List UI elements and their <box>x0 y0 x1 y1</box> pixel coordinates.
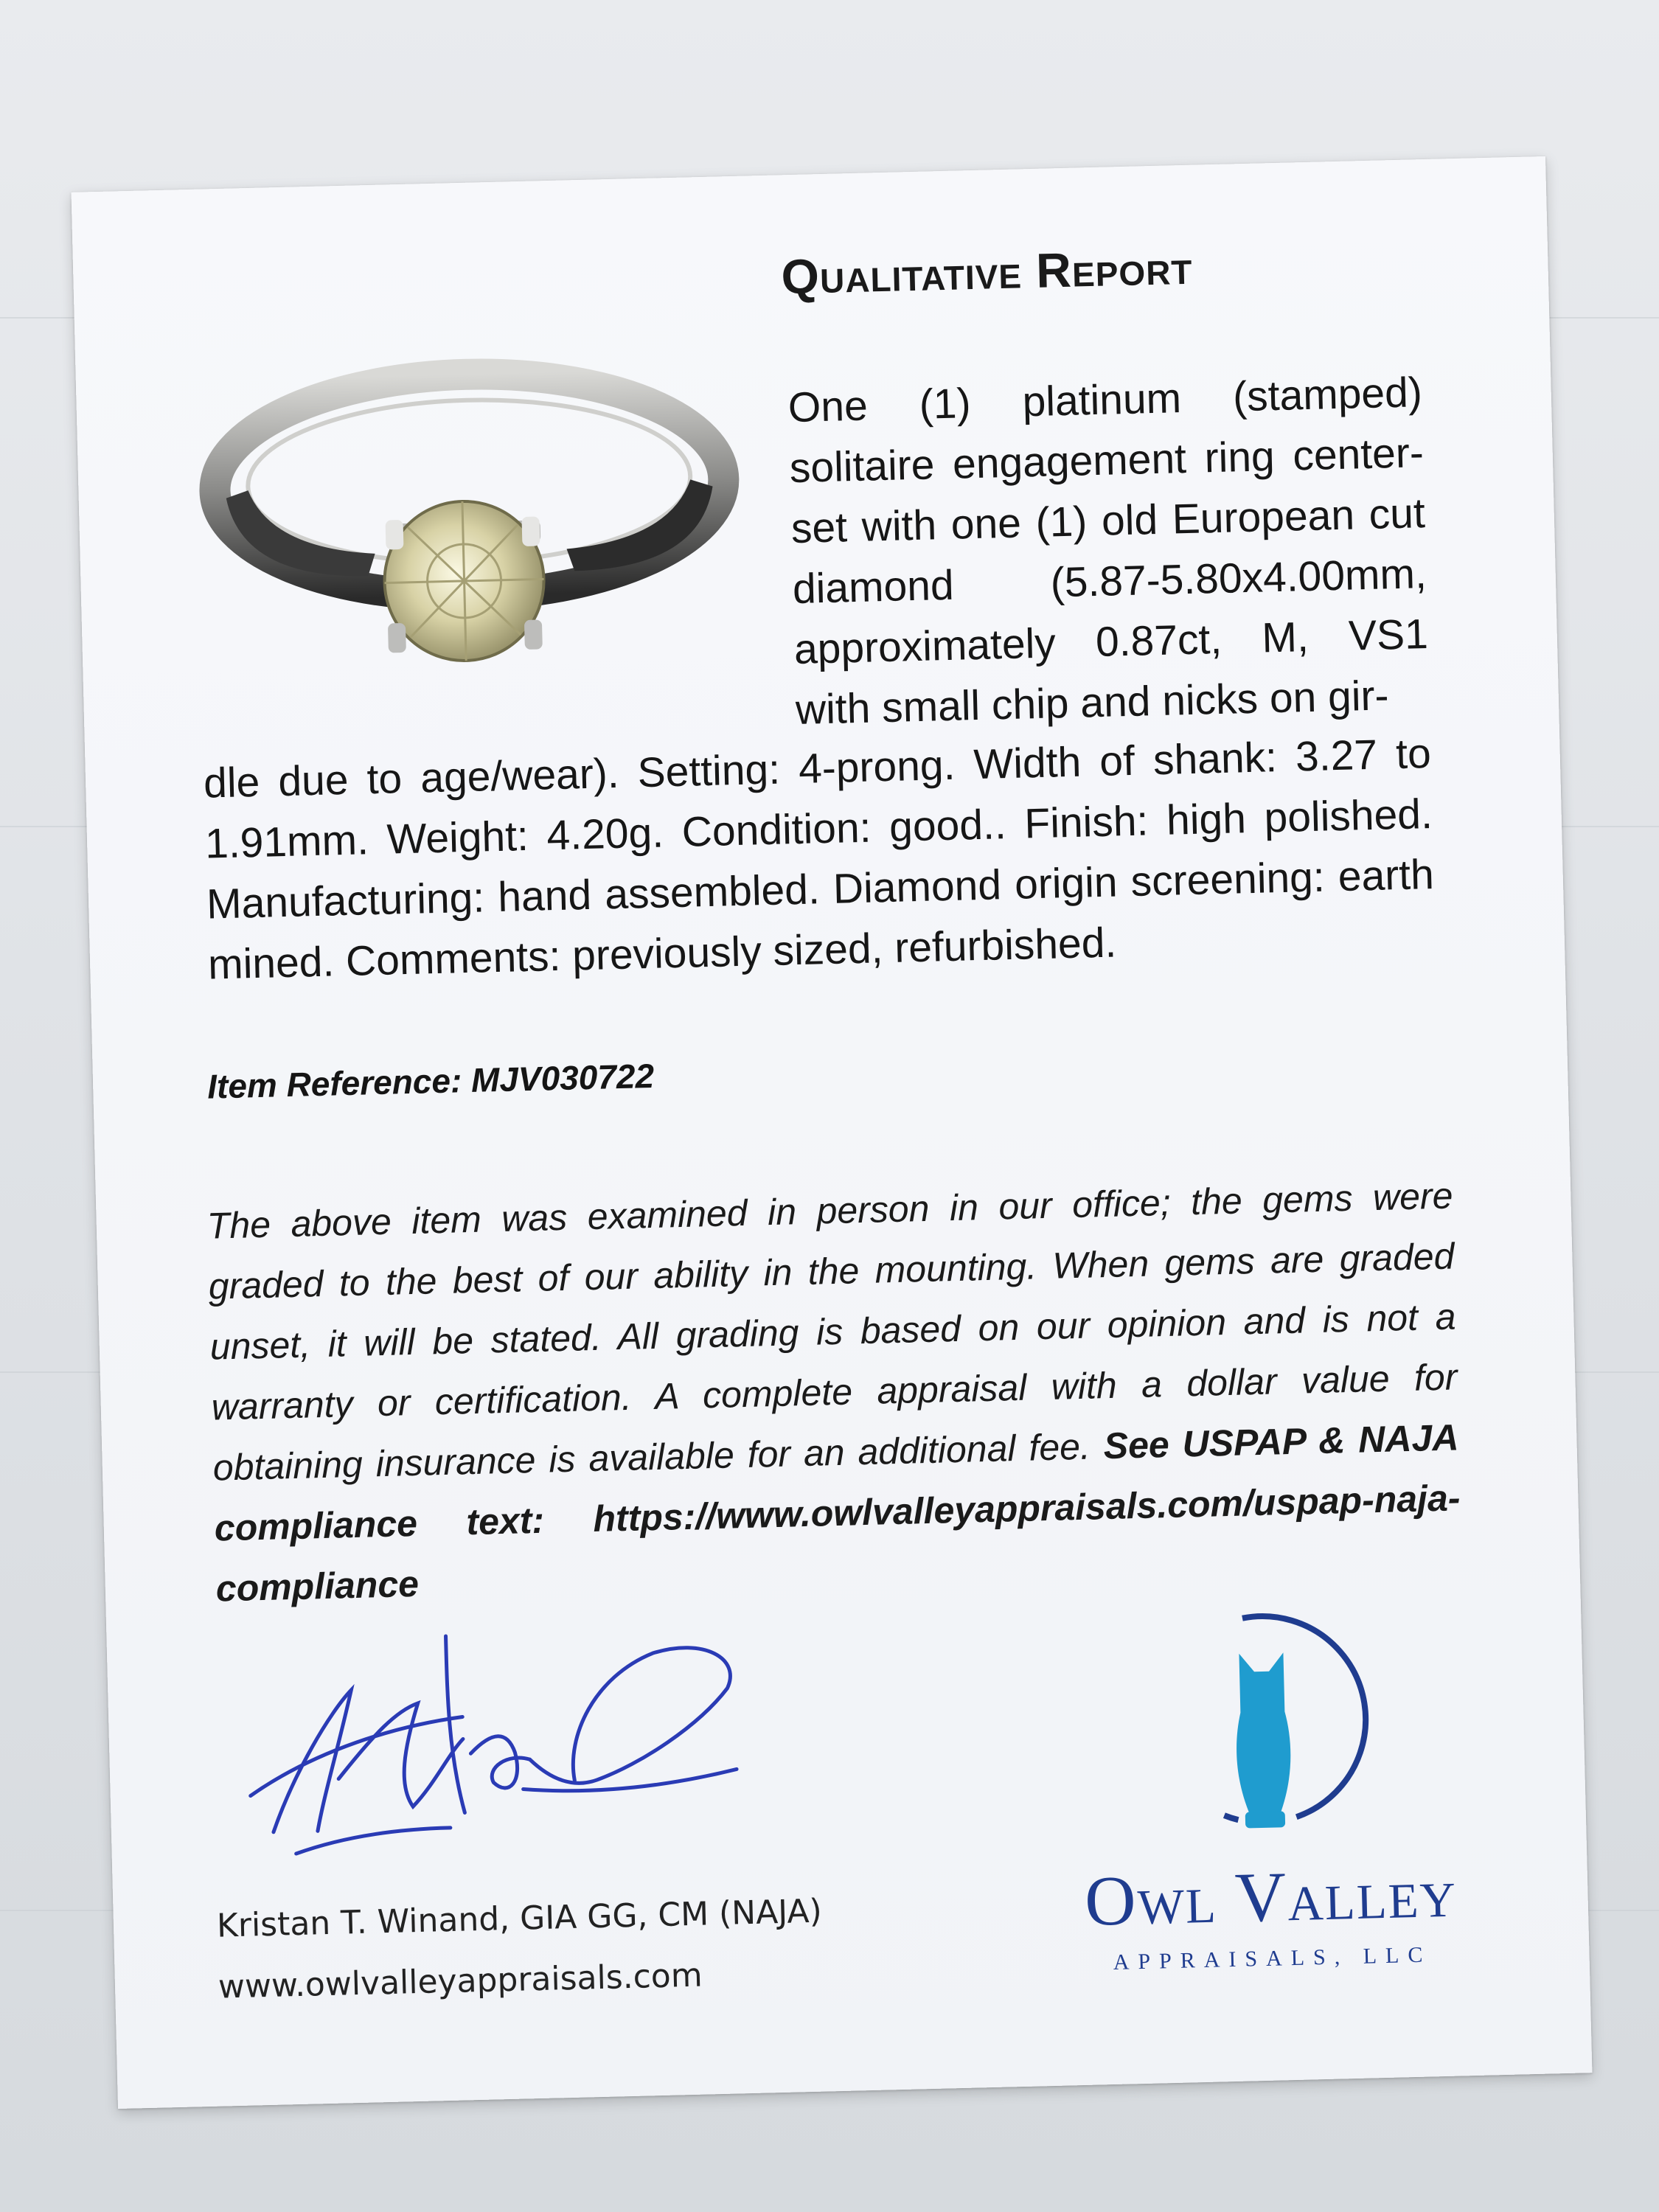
disclaimer-text: The above item was examined in person in our office; the gems were graded to the best of our ability in the mounting. When gems are graded unset, it will be stated. All grading is based on our opinion and is not a warranty or certification. A complete appraisal with a dollar value for obtaining insurance is available for an additional fee. <box>206 1175 1458 1489</box>
compliance-link[interactable]: See USPAP & NAJA compliance text: https://www.owlvalleyappraisals.com/uspap-naja-compliance <box>214 1416 1461 1610</box>
disclaimer <box>206 1165 1463 1618</box>
signature <box>224 1599 791 1877</box>
report-title: Qualitative Report <box>780 239 1194 305</box>
website-url[interactable]: www.owlvalleyappraisals.com <box>218 1956 703 2006</box>
logo-subtitle: APPRAISALS, LLC <box>1113 1942 1432 1975</box>
description-continued: dle due to age/wear). Setting: 4-prong. Width of shank: 3.27 to 1.91mm. Weight: 4.20g. Condition: good.. Finish: high polished. Manufacturing: hand assembled. Diamond origin screening: earth mined. Comments: previously sized, refurbished. <box>203 730 1435 989</box>
logo-name: Owl Valley <box>1083 1852 1458 1941</box>
ring-photo <box>192 324 747 691</box>
item-reference: Item Reference: MJV030722 <box>206 1056 655 1106</box>
description-right: One (1) platinum (stamped) solitaire engagement ring center-set with one (1) old European cut diamond (5.87-5.80x4.00mm, approximately 0.87ct, M, VS1 with small chip and nicks on gir- <box>787 369 1429 734</box>
report-card <box>72 156 1593 2109</box>
signer-name: Kristan T. Winand, GIA GG, CM (NAJA) <box>216 1892 823 1945</box>
